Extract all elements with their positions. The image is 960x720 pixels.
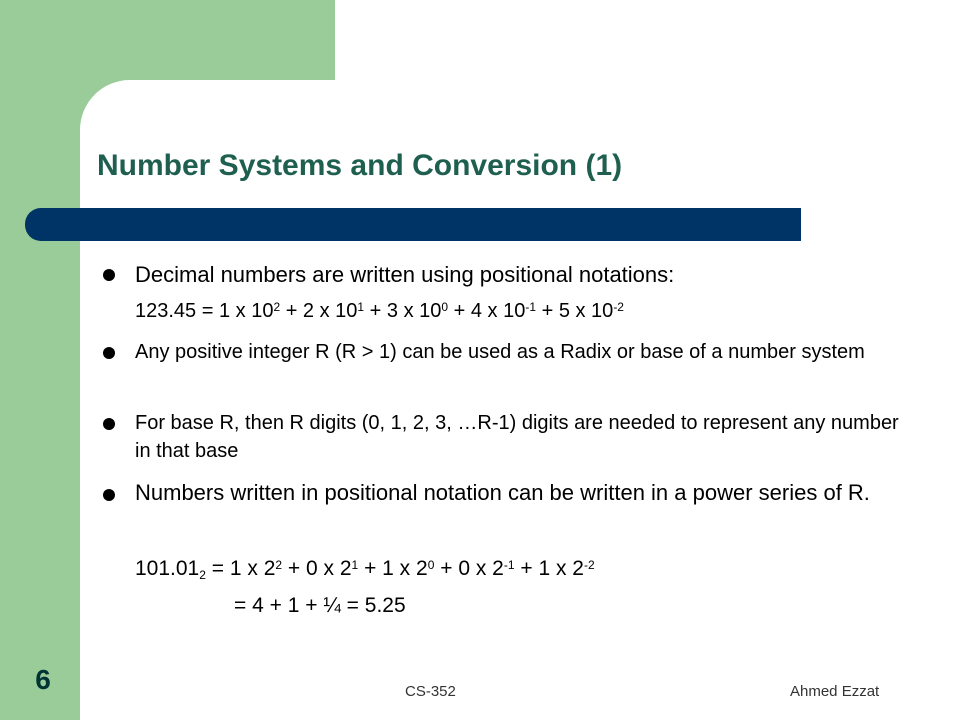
- exponent: 1: [357, 300, 365, 314]
- bullet-text: Any positive integer R (R > 1) can be used as a Radix or base of a number system: [135, 341, 865, 363]
- exponent: -2: [613, 300, 624, 314]
- base-subscript: 2: [199, 568, 206, 582]
- formula-term: + 5 x 10: [536, 300, 614, 322]
- exponent: 0: [427, 558, 435, 572]
- bullet-text: Numbers written in positional notation can be written in a power series of R.: [135, 480, 870, 505]
- formula-term: + 0 x 2: [434, 557, 504, 580]
- exponent: 0: [441, 300, 449, 314]
- bullet-dot: [103, 489, 115, 501]
- bullet-dot: [103, 347, 115, 359]
- footer-author: Ahmed Ezzat: [790, 683, 880, 700]
- exponent: -1: [525, 300, 537, 314]
- title-underline-bar: [25, 208, 801, 241]
- formula-term: + 0 x 2: [282, 557, 352, 580]
- binary-expansion-formula: [135, 555, 595, 585]
- exponent: 2: [273, 300, 281, 314]
- formula-term: + 3 x 10: [364, 300, 442, 322]
- formula-term: = 1 x 2: [205, 557, 276, 580]
- footer-course-code: CS-352: [405, 683, 456, 700]
- exponent: 1: [351, 558, 359, 572]
- bullet-text: For base R, then R digits (0, 1, 2, 3, …R-1) digits are needed to represent any number in that base: [135, 412, 899, 462]
- exponent: 2: [275, 558, 283, 572]
- bullet-dot: [103, 418, 115, 430]
- formula-term: + 4 x 10: [448, 300, 526, 322]
- formula-term: 123.45 = 1 x 10: [135, 300, 274, 322]
- formula-term: + 2 x 10: [280, 300, 358, 322]
- page-number: 6: [35, 664, 51, 695]
- bullet-text: Decimal numbers are written using positional notations:: [135, 262, 675, 287]
- binary-result: = 4 + 1 + ¼ = 5.25: [234, 594, 406, 617]
- formula-term: + 1 x 2: [514, 557, 584, 580]
- slide-title: Number Systems and Conversion (1): [97, 149, 623, 182]
- formula-term: 101.01: [135, 557, 200, 580]
- bullet-dot: [103, 269, 115, 281]
- exponent: -2: [584, 558, 595, 572]
- formula-term: + 1 x 2: [358, 557, 428, 580]
- exponent: -1: [503, 558, 515, 572]
- decimal-expansion-formula: [135, 297, 624, 327]
